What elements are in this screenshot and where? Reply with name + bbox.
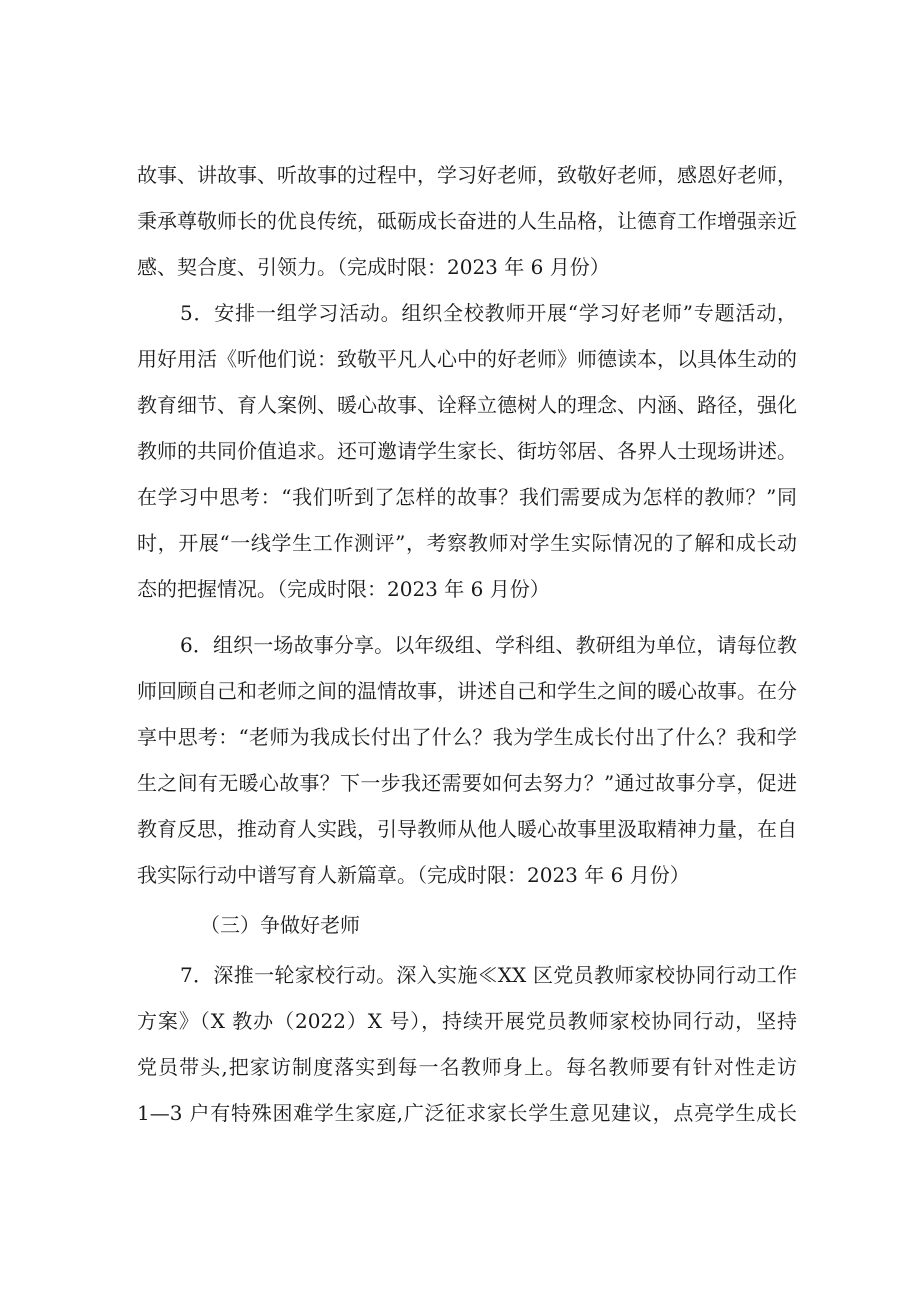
text-line: 感、契合度、引领力。（完成时限：2023 年 6 月份） (137, 255, 610, 279)
paragraph-6-start: 6．组织一场故事分享。以年级组、学科组、教研组为单位，请每位教 (180, 633, 797, 657)
text-line: 师回顾自己和老师之间的温情故事，讲述自己和学生之间的暖心故事。在分 (137, 679, 797, 703)
text-line: 1—3 户有特殊困难学生家庭,广泛征求家长学生意见建议，点亮学生成长 (137, 1101, 797, 1125)
paragraph-7-start: 7．深推一轮家校行动。深入实施≪XX 区党员教师家校协同行动工作 (180, 963, 797, 987)
text-line: 故事、讲故事、听故事的过程中，学习好老师，致敬好老师，感恩好老师， (137, 163, 797, 187)
text-line: 享中思考：“老师为我成长付出了什么？我为学生成长付出了什么？我和学 (137, 725, 797, 749)
text-line: 生之间有无暖心故事？下一步我还需要如何去努力？”通过故事分享，促进 (137, 771, 797, 795)
section-heading: （三）争做好老师 (200, 913, 360, 937)
text-line: 用好用活《听他们说：致敬平凡人心中的好老师》师德读本，以具体生动的 (137, 347, 797, 371)
text-line: 方案》（X 教办（2022）X 号），持续开展党员教师家校协同行动，坚持 (137, 1009, 797, 1033)
text-line: 时，开展“一线学生工作测评”，考察教师对学生实际情况的了解和成长动 (137, 531, 797, 555)
text-line: 教育细节、育人案例、暖心故事、诠释立德树人的理念、内涵、路径，强化 (137, 393, 797, 417)
text-line: 在学习中思考：“我们听到了怎样的故事？我们需要成为怎样的教师？”同 (137, 485, 797, 509)
text-line: 教师的共同价值追求。还可邀请学生家长、街坊邻居、各界人士现场讲述。 (137, 439, 797, 463)
text-line: 秉承尊敬师长的优良传统，砥砺成长奋进的人生品格，让德育工作增强亲近 (137, 209, 797, 233)
text-line: 教育反思，推动育人实践，引导教师从他人暖心故事里汲取精神力量，在自 (137, 817, 797, 841)
text-line: 党员带头,把家访制度落实到每一名教师身上。每名教师要有针对性走访 (137, 1055, 797, 1079)
paragraph-5-start: 5．安排一组学习活动。组织全校教师开展“学习好老师”专题活动， (180, 301, 797, 325)
text-line: 态的把握情况。（完成时限：2023 年 6 月份） (137, 577, 550, 601)
text-line: 我实际行动中谱写育人新篇章。（完成时限：2023 年 6 月份） (137, 863, 690, 887)
